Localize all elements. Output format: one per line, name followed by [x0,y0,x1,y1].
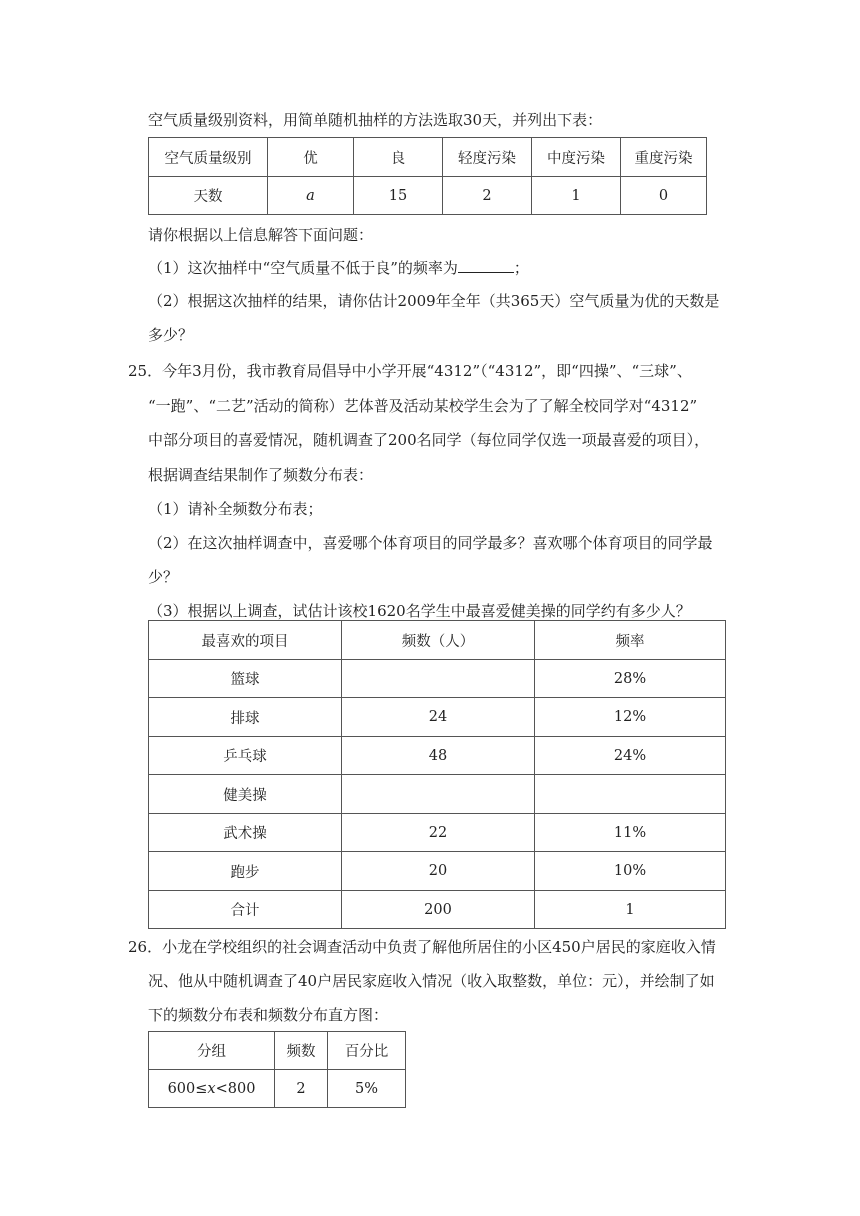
air-data-cell: 15 [354,177,443,215]
air-header-cell: 轻度污染 [443,138,532,177]
air-header-cell: 重度污染 [621,138,707,177]
income-count-cell: 2 [275,1070,328,1108]
sports-cell: 乒乓球 [149,737,342,775]
income-header-cell: 频数 [275,1032,328,1070]
q24-part2-line2: 多少？ [148,326,194,344]
sports-cell: 20 [342,852,535,891]
q26-line1: 26．小龙在学校组织的社会调查活动中负责了解他所居住的小区450户居民的家庭收入情 [128,938,716,956]
income-percent-cell: 5% [328,1070,406,1108]
income-header-cell: 百分比 [328,1032,406,1070]
sports-cell: 24% [535,737,726,775]
air-data-cell: 2 [443,177,532,215]
sports-header-cell: 最喜欢的项目 [149,621,342,660]
sports-frequency-table [148,620,726,929]
sports-cell [342,775,535,814]
q24-prompt: 请你根据以上信息解答下面问题： [148,226,374,244]
air-header-cell: 良 [354,138,443,177]
q25-part2-line1: （2）在这次抽样调查中，喜爱哪个体育项目的同学最多？喜欢哪个体育项目的同学最 [148,534,713,552]
answer-blank [458,257,514,273]
q25-line2: “一跑”、“二艺”活动的简称）艺体普及活动某校学生会为了了解全校同学对“4312” [148,397,698,415]
q24-intro: 空气质量级别资料，用简单随机抽样的方法选取30天，并列出下表： [148,111,603,129]
air-header-cell: 空气质量级别 [149,138,268,177]
q24-part1 [148,257,529,278]
air-data-cell: 0 [621,177,707,215]
sports-cell: 48 [342,737,535,775]
q25-line4: 根据调查结果制作了频数分布表： [148,466,374,484]
q25-line1: 25．今年3月份，我市教育局倡导中小学开展“4312”（“4312”，即“四操”、“三球”、 [128,362,692,380]
sports-cell: 10% [535,852,726,891]
sports-cell: 22 [342,814,535,852]
income-frequency-table [148,1031,406,1108]
sports-cell: 合计 [149,891,342,929]
sports-cell: 1 [535,891,726,929]
air-data-cell: 天数 [149,177,268,215]
sports-cell: 健美操 [149,775,342,814]
air-data-cell: a [268,177,354,215]
q26-line3: 下的频数分布表和频数分布直方图： [148,1006,389,1024]
air-quality-table [148,137,707,215]
income-group-left: 600≤ [167,1080,208,1097]
sports-cell: 武术操 [149,814,342,852]
q25-part1: （1）请补全频数分布表； [148,500,323,518]
sports-cell: 28% [535,660,726,698]
sports-cell [342,660,535,698]
air-data-cell: 1 [532,177,621,215]
q24-part2-line1: （2）根据这次抽样的结果，请你估计2009年全年（共365天）空气质量为优的天数是 [148,292,720,310]
q26-line2: 况、他从中随机调查了40户居民家庭收入情况（收入取整数，单位：元），并绘制了如 [148,972,715,990]
sports-cell [535,775,726,814]
q24-part1-end: ； [513,259,529,277]
sports-cell: 排球 [149,698,342,737]
income-header-cell: 分组 [149,1032,275,1070]
sports-header-cell: 频率 [535,621,726,660]
sports-cell: 200 [342,891,535,929]
sports-cell: 跑步 [149,852,342,891]
sports-cell: 11% [535,814,726,852]
sports-cell: 24 [342,698,535,737]
q24-part1-text: （1）这次抽样中“空气质量不低于良”的频率为 [148,259,458,277]
air-header-cell: 中度污染 [532,138,621,177]
sports-header-cell: 频数（人） [342,621,535,660]
q25-part2-line2: 少？ [148,568,179,586]
q25-part3: （3）根据以上调查，试估计该校1620名学生中最喜爱健美操的同学约有多少人？ [148,602,691,620]
q25-line3: 中部分项目的喜爱情况，随机调查了200名同学（每位同学仅选一项最喜爱的项目）， [148,431,710,449]
income-group-var: x [207,1080,216,1097]
sports-cell: 12% [535,698,726,737]
sports-cell: 篮球 [149,660,342,698]
income-group-cell [149,1070,275,1108]
air-header-cell: 优 [268,138,354,177]
income-group-right: <800 [215,1080,256,1097]
